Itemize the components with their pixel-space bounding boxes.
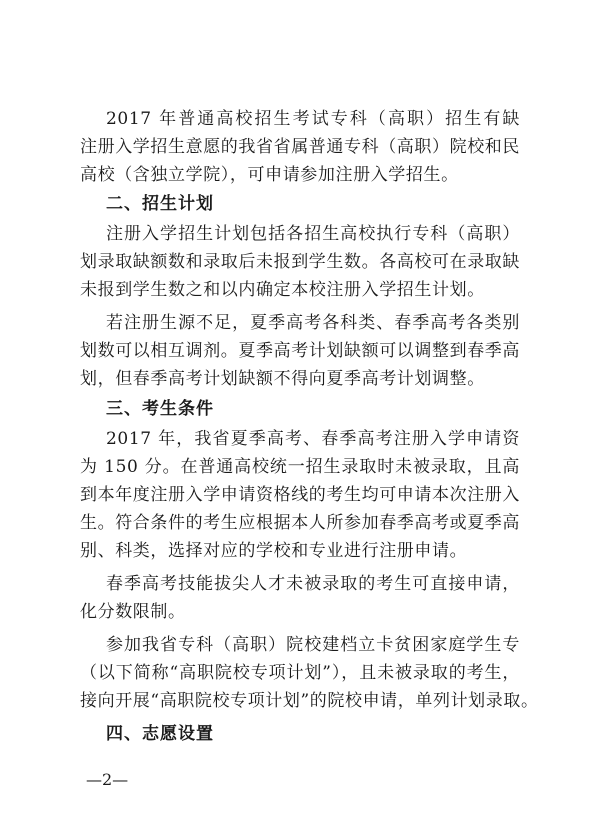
paragraph-line: 划数可以相互调剂。夏季高考计划缺额可以调整到春季高	[80, 341, 520, 361]
paragraph-line: 别、科类，选择对应的学校和专业进行注册申请。	[80, 541, 468, 561]
paragraph-line: 划录取缺额数和录取后未报到学生数。各高校可在录取缺	[80, 252, 520, 272]
paragraph-line: 2017 年，我省夏季高考、春季高考注册入学申请资	[106, 429, 520, 449]
paragraph-line: （以下简称“高职院校专项计划”），且未被录取的考生，	[80, 663, 520, 683]
section-heading-enrollment-plan: 二、招生计划	[106, 194, 214, 214]
paragraph-line: 春季高考技能拔尖人才未被录取的考生可直接申请，	[106, 574, 520, 594]
paragraph-line: 若注册生源不足，夏季高考各科类、春季高考各类别	[106, 313, 520, 333]
paragraph-line: 为 150 分。在普通高校统一招生录取时未被录取，且高	[80, 457, 520, 477]
paragraph-line: 接向开展“高职院校专项计划”的院校申请，单列计划录取。	[80, 691, 539, 711]
page-number: —2—	[86, 770, 129, 789]
paragraph-line: 生。符合条件的考生应根据本人所参加春季高考或夏季高	[80, 513, 520, 533]
paragraph-line: 参加我省专科（高职）院校建档立卡贫困家庭学生专	[106, 635, 520, 655]
paragraph-line: 注册入学招生计划包括各招生高校执行专科（高职）	[106, 224, 520, 244]
paragraph-line: 到本年度注册入学申请资格线的考生均可申请本次注册入	[80, 485, 520, 505]
paragraph-line: 2017 年普通高校招生考试专科（高职）招生有缺	[106, 109, 520, 129]
section-heading-application-settings: 四、志愿设置	[106, 724, 214, 744]
section-heading-candidate-conditions: 三、考生条件	[106, 399, 214, 419]
paragraph-line: 注册入学招生意愿的我省省属普通专科（高职）院校和民	[80, 137, 520, 157]
paragraph-line: 化分数限制。	[80, 602, 186, 622]
paragraph-line: 未报到学生数之和以内确定本校注册入学招生计划。	[80, 280, 485, 300]
paragraph-line: 划，但春季高考计划缺额不得向夏季高考计划调整。	[80, 369, 485, 389]
paragraph-line: 高校（含独立学院），可申请参加注册入学招生。	[80, 165, 459, 185]
